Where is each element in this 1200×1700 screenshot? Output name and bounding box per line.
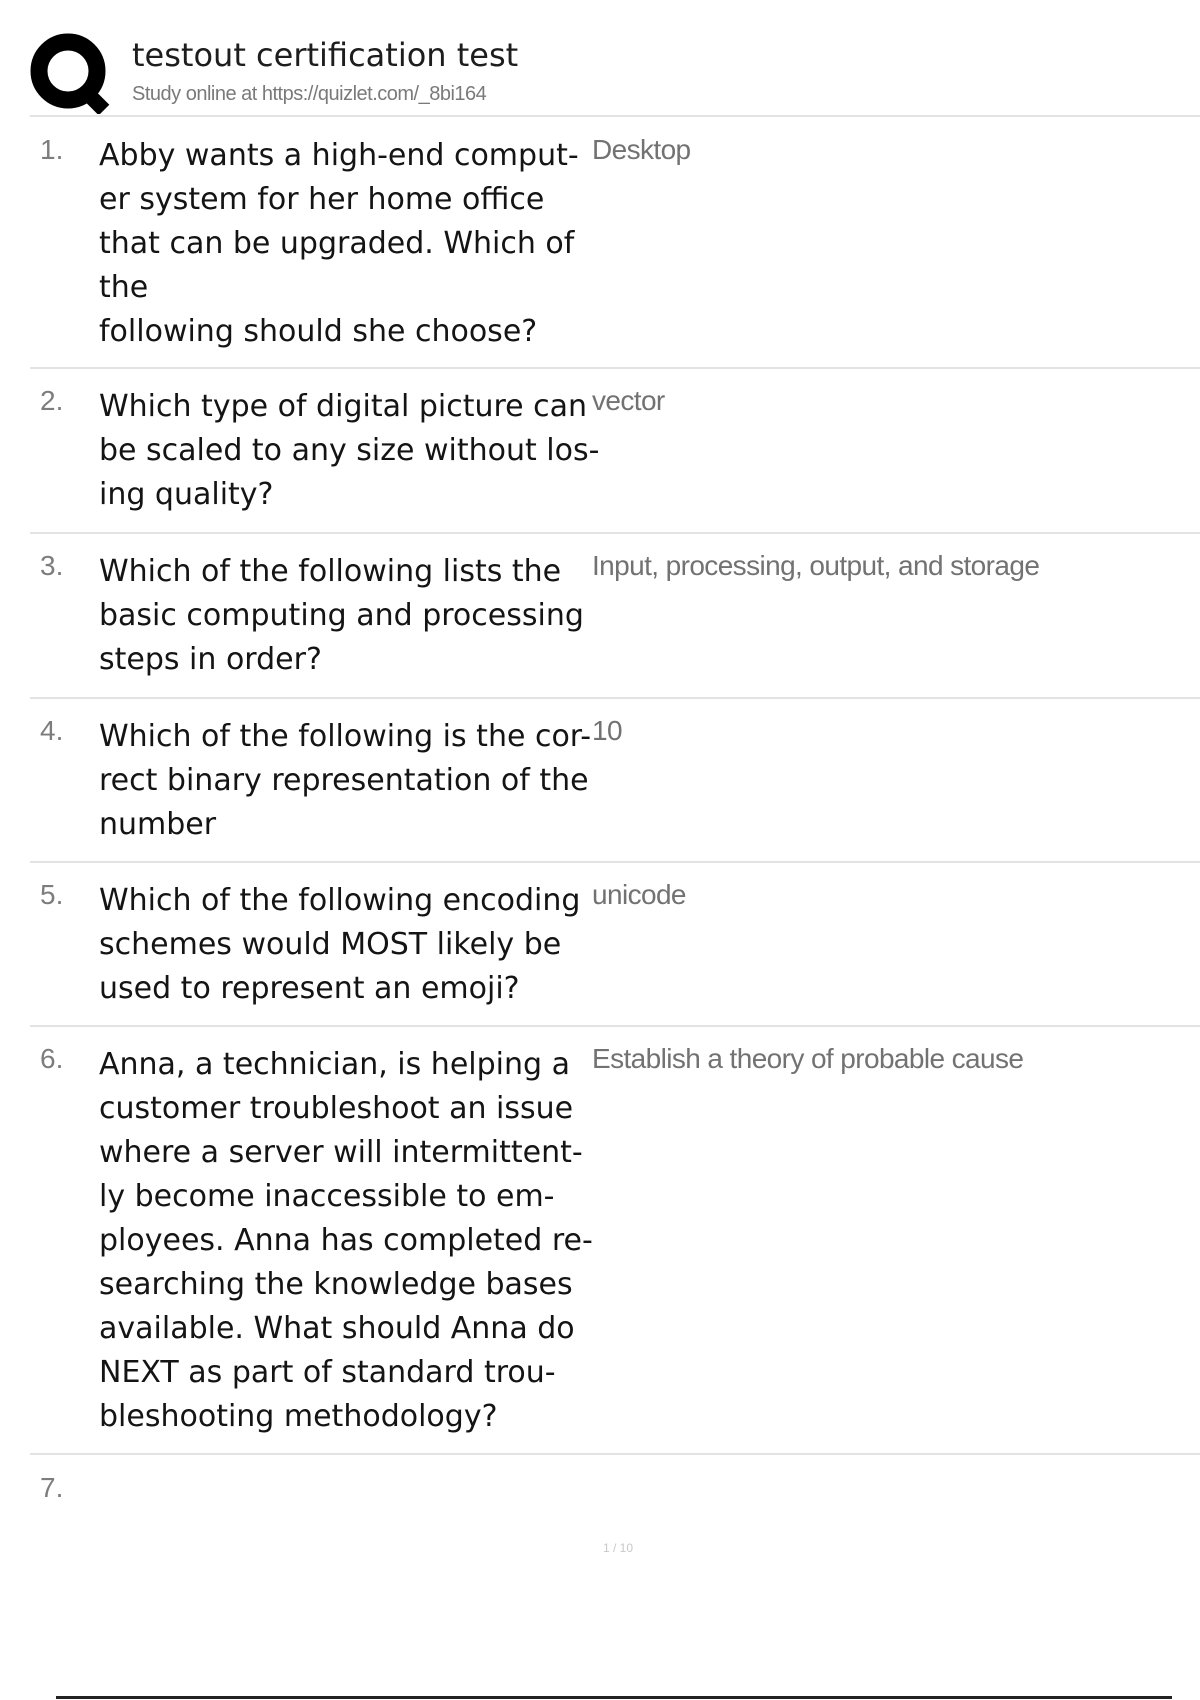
card-question xyxy=(99,385,619,517)
question-line: Which type of digital picture can xyxy=(99,389,588,424)
question-line: er system for her home office xyxy=(99,182,545,217)
card-divider xyxy=(30,697,1200,699)
question-line: steps in order? xyxy=(99,642,322,677)
question-line: number xyxy=(99,807,217,842)
divider xyxy=(30,115,1200,117)
footer-divider xyxy=(56,1696,1172,1699)
card-number: 3. xyxy=(40,550,64,581)
question-line: NEXT as part of standard trou- xyxy=(99,1355,556,1390)
question-line: Which of the following is the cor- xyxy=(99,719,592,754)
question-line: used to represent an emoji? xyxy=(99,971,520,1006)
card-answer: Establish a theory of probable cause xyxy=(592,1043,1024,1074)
card-divider xyxy=(30,861,1200,863)
card-number: 7. xyxy=(40,1472,64,1503)
card-number: 4. xyxy=(40,715,64,746)
question-line: that can be upgraded. Which of xyxy=(99,226,575,261)
document-header xyxy=(30,28,1200,116)
page-title: testout certification test xyxy=(132,36,519,74)
question-line: Abby wants a high-end comput- xyxy=(99,138,579,173)
question-line: customer troubleshoot an issue xyxy=(99,1091,574,1126)
card-answer: vector xyxy=(592,385,665,416)
card-answer: Input, processing, output, and storage xyxy=(592,550,1040,581)
card-answer: unicode xyxy=(592,879,686,910)
question-line: Anna, a technician, is helping a xyxy=(99,1047,570,1082)
page-number: 1 / 10 xyxy=(602,1541,634,1555)
card-question xyxy=(99,134,619,354)
question-line: searching the knowledge bases xyxy=(99,1267,573,1302)
card-divider xyxy=(30,1025,1200,1027)
card-question xyxy=(99,879,619,1011)
card-number: 1. xyxy=(40,134,64,165)
question-line: the xyxy=(99,270,149,305)
card-answer: 10 xyxy=(592,715,622,746)
question-line: where a server will intermittent- xyxy=(99,1135,583,1170)
quizlet-q-logo-icon xyxy=(30,32,112,114)
question-line: ly become inaccessible to em- xyxy=(99,1179,555,1214)
card-divider xyxy=(30,367,1200,369)
card-number: 6. xyxy=(40,1043,64,1074)
card-question xyxy=(99,715,619,847)
question-line: rect binary representation of the xyxy=(99,763,589,798)
question-line: Which of the following encoding xyxy=(99,883,581,918)
card-question xyxy=(99,550,619,682)
card-number: 2. xyxy=(40,385,64,416)
card-divider xyxy=(30,1453,1200,1455)
card-divider xyxy=(30,532,1200,534)
question-line: following should she choose? xyxy=(99,314,538,349)
card-question xyxy=(99,1043,619,1439)
question-line: schemes would MOST likely be xyxy=(99,927,562,962)
question-line: Which of the following lists the xyxy=(99,554,562,589)
question-line: ing quality? xyxy=(99,477,274,512)
card-number: 5. xyxy=(40,879,64,910)
question-line: bleshooting methodology? xyxy=(99,1399,498,1434)
study-online-link: Study online at https://quizlet.com/_8bi164 xyxy=(132,83,487,105)
question-line: ployees. Anna has completed re- xyxy=(99,1223,593,1258)
card-answer: Desktop xyxy=(592,134,691,165)
question-line: be scaled to any size without los- xyxy=(99,433,600,468)
question-line: basic computing and processing xyxy=(99,598,584,633)
question-line: available. What should Anna do xyxy=(99,1311,575,1346)
